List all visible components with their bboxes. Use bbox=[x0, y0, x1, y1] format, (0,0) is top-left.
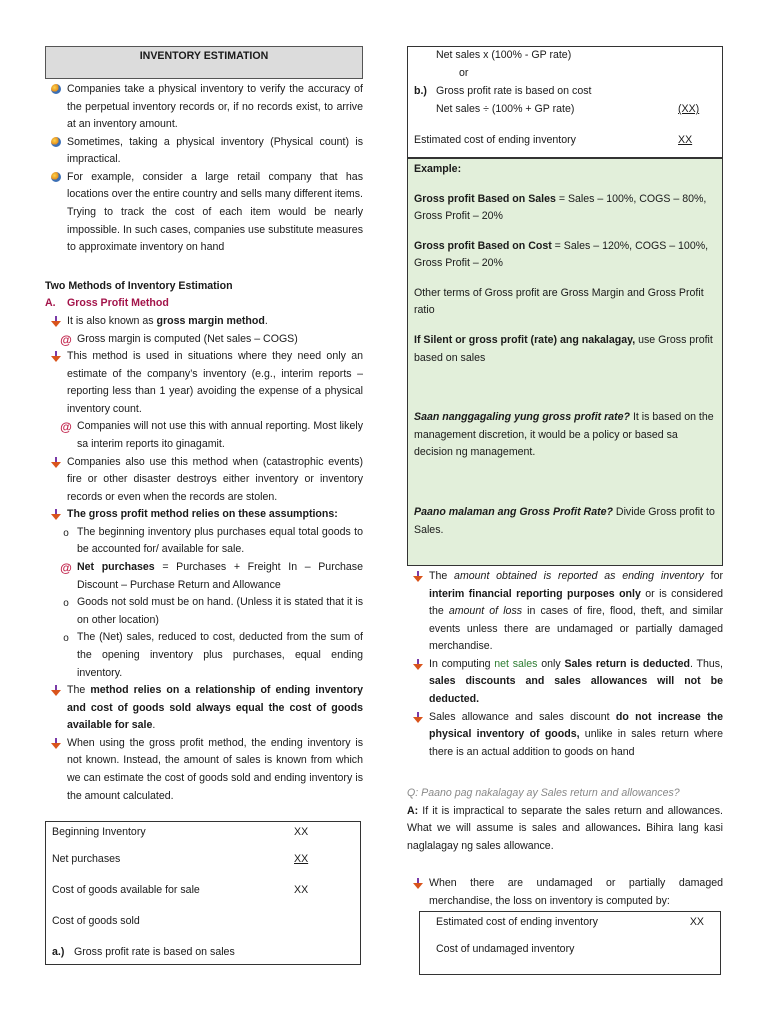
down-arrow-bullet-icon bbox=[50, 351, 62, 363]
list-item: The gross profit method relies on these assumptions: bbox=[45, 506, 363, 524]
formula-line: Net sales x (100% - GP rate) bbox=[436, 49, 572, 62]
right-bullet-list bbox=[407, 568, 723, 761]
table-row: Cost of goods available for sale XX bbox=[52, 883, 309, 896]
down-arrow-bullet-icon bbox=[412, 712, 424, 724]
at-sign-bullet-icon: @ bbox=[60, 420, 72, 435]
list-item: o Goods not sold must be on hand. (Unless it is stated that it is on other location) bbox=[63, 596, 363, 626]
table-row: Cost of undamaged inventory bbox=[436, 942, 575, 955]
example-gp-sales: Gross profit Based on Sales = Sales – 100%, COGS – 80%, Gross Profit – 20% bbox=[414, 192, 707, 223]
list-item: This method is used in situations where they need only an estimate of the company’s inventory (e.g., interim reports – reporting less than 1 year) avoiding the expense of a physical inventory count. bbox=[45, 348, 363, 418]
example-box bbox=[407, 158, 723, 566]
method-a-list bbox=[45, 313, 363, 805]
down-arrow-bullet-icon bbox=[50, 738, 62, 750]
at-sign-bullet-icon: @ bbox=[60, 332, 72, 347]
down-arrow-bullet-icon bbox=[50, 457, 62, 469]
methods-heading: Two Methods of Inventory Estimation bbox=[45, 279, 233, 292]
down-arrow-bullet-icon bbox=[50, 509, 62, 521]
formula-line: b.) Gross profit rate is based on cost bbox=[414, 85, 592, 98]
table-row: Beginning Inventory XX bbox=[52, 826, 309, 839]
globe-bullet-icon bbox=[51, 172, 61, 182]
at-sign-bullet-icon: @ bbox=[60, 561, 72, 576]
qa-section bbox=[407, 785, 723, 910]
down-arrow-bullet-icon bbox=[412, 659, 424, 671]
question: Q: Paano pag nakalagay ay Sales return and allowances? bbox=[407, 787, 680, 799]
list-item: Sometimes, taking a physical inventory (Physical count) is impractical. bbox=[45, 134, 363, 169]
down-arrow-bullet-icon bbox=[50, 685, 62, 697]
example-gp-cost: Gross profit Based on Cost = Sales – 120%, COGS – 100%, Gross Profit – 20% bbox=[414, 239, 709, 270]
circle-bullet-icon: o bbox=[63, 633, 69, 645]
list-item: When there are undamaged or partially damaged merchandise, the loss on inventory is computed by: bbox=[407, 875, 723, 910]
loss-computation-box bbox=[419, 911, 721, 975]
table-row: Estimated cost of ending inventory XX bbox=[436, 916, 704, 929]
circle-bullet-icon: o bbox=[63, 598, 69, 610]
down-arrow-bullet-icon bbox=[412, 878, 424, 890]
list-item: o The (Net) sales, reduced to cost, deducted from the sum of the opening inventory plus purchases, equal ending inventory. bbox=[63, 631, 363, 679]
example-silent: If Silent or gross profit (rate) ang nakalagay, use Gross profit based on sales bbox=[414, 334, 713, 364]
down-arrow-bullet-icon bbox=[412, 571, 424, 583]
down-arrow-bullet-icon bbox=[50, 316, 62, 328]
list-item: For example, consider a large retail company that has locations over the entire country and sells many different items. Trying to track the cost of each item would be nearly impossible. In such cases, companies use substitute measures to approximate inventory on hand bbox=[45, 169, 363, 257]
circle-bullet-icon: o bbox=[63, 527, 69, 539]
example-paano: Paano malaman ang Gross Profit Rate? Divide Gross profit to Sales. bbox=[414, 505, 715, 536]
list-item: Sales allowance and sales discount do not increase the physical inventory of goods, unlike in sales return where there is an actual addition to goods on hand bbox=[407, 709, 723, 762]
method-a-heading: A. Gross Profit Method bbox=[45, 297, 169, 310]
list-item: o The beginning inventory plus purchases equal total goods to be accounted for/ available for sale. bbox=[63, 525, 363, 556]
or-label: or bbox=[459, 67, 469, 80]
table-row: Net purchases XX bbox=[52, 852, 309, 865]
list-item: The amount obtained is reported as ending inventory for interim financial reporting purposes only or is considered the amount of loss in cases of fire, flood, theft, and similar events unless there are undamaged or partially damaged merchandise. bbox=[407, 568, 723, 656]
left-column bbox=[45, 0, 363, 805]
table-row: a.) Gross profit rate is based on sales bbox=[52, 945, 235, 958]
list-item: @ Companies will not use this with annual reporting. Most likely sa interim reports ito ginagamit. bbox=[60, 420, 363, 450]
list-item: @ Net purchases = Purchases + Freight In – Purchase Discount – Purchase Return and Allowance bbox=[60, 561, 363, 591]
formula-continuation-box bbox=[407, 46, 723, 158]
list-item: The method relies on a relationship of ending inventory and cost of goods sold always equal the cost of goods available for sale. bbox=[45, 682, 363, 735]
formula-line: Estimated cost of ending inventory XX bbox=[414, 134, 693, 147]
list-item: Companies also use this method when (catastrophic events) fire or other disaster destroys either inventory or inventory records or even when the records are stolen. bbox=[45, 454, 363, 507]
answer: A: If it is impractical to separate the sales return and allowances. What we will assume is sales and allowances. Bihira lang kasi naglalagay ng sales allowance. bbox=[407, 804, 723, 852]
table-row: Cost of goods sold bbox=[52, 914, 140, 927]
globe-bullet-icon bbox=[51, 84, 61, 94]
list-item: When using the gross profit method, the ending inventory is not known. Instead, the amount of sales is known from which we can estimate the cost of goods sold and ending inventory is the amount calculated. bbox=[45, 735, 363, 805]
globe-bullet-icon bbox=[51, 137, 61, 147]
formula-table bbox=[45, 821, 361, 965]
list-item: It is also known as gross margin method. bbox=[45, 313, 363, 331]
list-item: In computing net sales only Sales return is deducted. Thus, sales discounts and sales allowances will not be deducted. bbox=[407, 656, 723, 709]
example-other-terms: Other terms of Gross profit are Gross Margin and Gross Profit ratio bbox=[414, 286, 704, 317]
example-saan: Saan nanggagaling yung gross profit rate? It is based on the management discretion, it would be a policy or based sa decision ng management. bbox=[414, 411, 714, 459]
list-item: @ Gross margin is computed (Net sales – COGS) bbox=[60, 332, 298, 347]
page-title: INVENTORY ESTIMATION bbox=[45, 46, 363, 79]
formula-line: Net sales ÷ (100% + GP rate) (XX) bbox=[436, 103, 700, 116]
example-heading: Example: bbox=[414, 163, 462, 175]
intro-list bbox=[45, 81, 363, 257]
list-item: Companies take a physical inventory to verify the accuracy of the perpetual inventory records or, if no records exist, to arrive at an inventory amount. bbox=[45, 81, 363, 134]
